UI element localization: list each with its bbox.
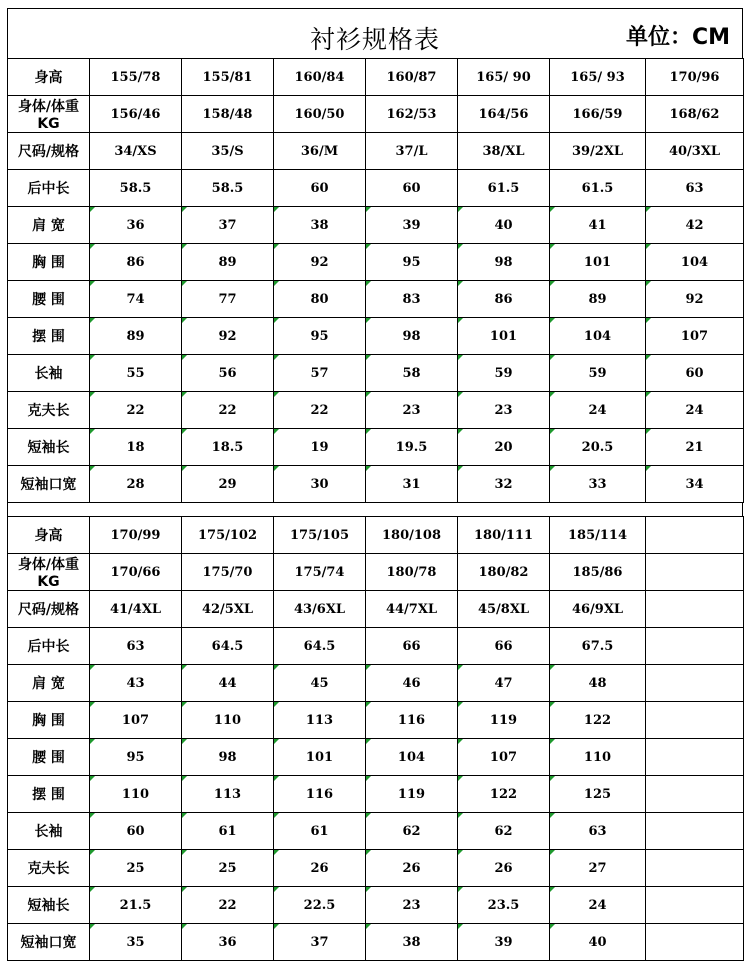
table-cell: 165/ 93 <box>550 59 646 96</box>
table-cell: 23.5 <box>458 887 550 924</box>
table-cell: 92 <box>182 318 274 355</box>
table-cell: 119 <box>366 776 458 813</box>
table-cell: 22 <box>182 392 274 429</box>
table-row <box>8 59 744 96</box>
row-label: 克夫长 <box>8 392 90 429</box>
table-cell: 58 <box>366 355 458 392</box>
table-cell: 122 <box>458 776 550 813</box>
table-cell: 160/84 <box>274 59 366 96</box>
table-cell: 26 <box>458 850 550 887</box>
row-label: 短袖长 <box>8 887 90 924</box>
table-cell: 98 <box>366 318 458 355</box>
table-cell: 170/96 <box>646 59 744 96</box>
table-cell: 38/XL <box>458 133 550 170</box>
table-row <box>8 739 744 776</box>
table-cell: 23 <box>366 887 458 924</box>
table-cell: 19.5 <box>366 429 458 466</box>
table-cell: 101 <box>458 318 550 355</box>
table-cell: 119 <box>458 702 550 739</box>
table-cell: 104 <box>366 739 458 776</box>
table-cell <box>646 776 744 813</box>
table-cell: 22 <box>90 392 182 429</box>
size-table-2 <box>7 516 744 961</box>
table-cell: 185/114 <box>550 517 646 554</box>
table-cell <box>646 554 744 591</box>
table-cell: 40 <box>550 924 646 961</box>
table-cell: 39/2XL <box>550 133 646 170</box>
table-cell: 28 <box>90 466 182 503</box>
table-cell: 25 <box>90 850 182 887</box>
table-cell <box>646 813 744 850</box>
table-cell: 23 <box>458 392 550 429</box>
table-cell: 22 <box>274 392 366 429</box>
table-cell: 20.5 <box>550 429 646 466</box>
row-label: 短袖长 <box>8 429 90 466</box>
table-cell: 175/105 <box>274 517 366 554</box>
row-label: 摆 围 <box>8 318 90 355</box>
table-cell: 30 <box>274 466 366 503</box>
table-cell: 38 <box>366 924 458 961</box>
table-cell: 104 <box>550 318 646 355</box>
table-cell: 61 <box>274 813 366 850</box>
table-cell: 20 <box>458 429 550 466</box>
row-label: 克夫长 <box>8 850 90 887</box>
table-cell: 185/86 <box>550 554 646 591</box>
table-cell: 62 <box>366 813 458 850</box>
table-cell: 44 <box>182 665 274 702</box>
table-cell: 166/59 <box>550 96 646 133</box>
table-cell: 45/8XL <box>458 591 550 628</box>
table-cell <box>646 591 744 628</box>
table-cell <box>646 628 744 665</box>
table-cell: 36 <box>90 207 182 244</box>
table-cell: 61 <box>182 813 274 850</box>
table-cell: 42/5XL <box>182 591 274 628</box>
table-cell: 32 <box>458 466 550 503</box>
table-cell: 39 <box>366 207 458 244</box>
row-label: 胸 围 <box>8 702 90 739</box>
table-cell: 95 <box>90 739 182 776</box>
table-cell: 175/74 <box>274 554 366 591</box>
table-cell: 37 <box>182 207 274 244</box>
row-label: 身高 <box>8 59 90 96</box>
table-cell: 64.5 <box>182 628 274 665</box>
table-cell: 21 <box>646 429 744 466</box>
table-cell: 60 <box>90 813 182 850</box>
table-cell: 113 <box>182 776 274 813</box>
row-label: 腰 围 <box>8 281 90 318</box>
table-cell: 37 <box>274 924 366 961</box>
table-cell: 180/78 <box>366 554 458 591</box>
table-cell: 74 <box>90 281 182 318</box>
table-cell: 44/7XL <box>366 591 458 628</box>
table-cell: 107 <box>646 318 744 355</box>
table-cell: 56 <box>182 355 274 392</box>
table-cell: 83 <box>366 281 458 318</box>
table-cell: 162/53 <box>366 96 458 133</box>
row-label: 短袖口宽 <box>8 466 90 503</box>
table-cell: 18 <box>90 429 182 466</box>
table-row <box>8 554 744 591</box>
table-cell: 175/102 <box>182 517 274 554</box>
table-cell: 24 <box>550 392 646 429</box>
row-label: 尺码/规格 <box>8 591 90 628</box>
row-label: 身高 <box>8 517 90 554</box>
table-row <box>8 850 744 887</box>
table-cell: 36 <box>182 924 274 961</box>
table-cell: 63 <box>550 813 646 850</box>
table-cell: 60 <box>646 355 744 392</box>
size-chart-sheet <box>7 8 743 961</box>
table-separator <box>7 503 743 516</box>
table-cell: 104 <box>646 244 744 281</box>
table-cell: 107 <box>458 739 550 776</box>
table-cell: 110 <box>550 739 646 776</box>
table-cell: 24 <box>646 392 744 429</box>
table-cell: 101 <box>550 244 646 281</box>
table-cell: 34/XS <box>90 133 182 170</box>
table-cell: 110 <box>90 776 182 813</box>
table-cell: 122 <box>550 702 646 739</box>
table-row <box>8 813 744 850</box>
table-cell: 23 <box>366 392 458 429</box>
table-cell: 155/78 <box>90 59 182 96</box>
table-cell: 158/48 <box>182 96 274 133</box>
row-label: 后中长 <box>8 170 90 207</box>
table-cell: 21.5 <box>90 887 182 924</box>
table-cell: 64.5 <box>274 628 366 665</box>
table-cell: 77 <box>182 281 274 318</box>
table-cell: 116 <box>366 702 458 739</box>
table-cell: 66 <box>458 628 550 665</box>
table-cell: 59 <box>550 355 646 392</box>
row-label: 身体/体重KG <box>8 96 90 133</box>
table-cell: 101 <box>274 739 366 776</box>
table-cell: 155/81 <box>182 59 274 96</box>
table-row <box>8 170 744 207</box>
table-cell: 180/111 <box>458 517 550 554</box>
table-cell: 86 <box>90 244 182 281</box>
table-row <box>8 517 744 554</box>
table-row <box>8 591 744 628</box>
row-label: 胸 围 <box>8 244 90 281</box>
table-cell: 63 <box>90 628 182 665</box>
table-row <box>8 281 744 318</box>
table-row <box>8 429 744 466</box>
table-cell <box>646 702 744 739</box>
table-cell: 42 <box>646 207 744 244</box>
row-label: 尺码/规格 <box>8 133 90 170</box>
table-cell: 107 <box>90 702 182 739</box>
table-cell: 125 <box>550 776 646 813</box>
table-cell: 98 <box>458 244 550 281</box>
table-cell: 180/108 <box>366 517 458 554</box>
table-cell: 57 <box>274 355 366 392</box>
table-cell: 45 <box>274 665 366 702</box>
table-row <box>8 392 744 429</box>
table-cell: 48 <box>550 665 646 702</box>
table-cell: 86 <box>458 281 550 318</box>
table-row <box>8 466 744 503</box>
table-row <box>8 924 744 961</box>
table-row <box>8 776 744 813</box>
table-cell: 24 <box>550 887 646 924</box>
table-cell: 46/9XL <box>550 591 646 628</box>
table-cell: 29 <box>182 466 274 503</box>
table-cell <box>646 924 744 961</box>
table-cell: 89 <box>182 244 274 281</box>
row-label: 身体/体重KG <box>8 554 90 591</box>
table-cell: 156/46 <box>90 96 182 133</box>
table-row <box>8 887 744 924</box>
table-cell: 33 <box>550 466 646 503</box>
table-row <box>8 665 744 702</box>
table-cell: 46 <box>366 665 458 702</box>
row-label: 摆 围 <box>8 776 90 813</box>
table-cell: 80 <box>274 281 366 318</box>
table-cell: 31 <box>366 466 458 503</box>
row-label: 腰 围 <box>8 739 90 776</box>
table-cell: 116 <box>274 776 366 813</box>
table-cell: 160/50 <box>274 96 366 133</box>
table-cell: 59 <box>458 355 550 392</box>
table-cell: 27 <box>550 850 646 887</box>
table-cell: 26 <box>366 850 458 887</box>
table-cell: 40/3XL <box>646 133 744 170</box>
table-cell: 60 <box>274 170 366 207</box>
table-cell: 35/S <box>182 133 274 170</box>
table-cell: 35 <box>90 924 182 961</box>
table-cell: 43/6XL <box>274 591 366 628</box>
table-cell: 38 <box>274 207 366 244</box>
table-cell <box>646 665 744 702</box>
table-cell: 180/82 <box>458 554 550 591</box>
table-cell: 89 <box>550 281 646 318</box>
table-cell: 164/56 <box>458 96 550 133</box>
table-cell: 39 <box>458 924 550 961</box>
table-cell: 41/4XL <box>90 591 182 628</box>
table-cell: 67.5 <box>550 628 646 665</box>
table-cell: 95 <box>274 318 366 355</box>
table-cell: 110 <box>182 702 274 739</box>
unit-label: 单位：CM <box>625 25 730 50</box>
table-cell: 89 <box>90 318 182 355</box>
row-label: 后中长 <box>8 628 90 665</box>
table-cell: 66 <box>366 628 458 665</box>
table-cell: 34 <box>646 466 744 503</box>
table-cell: 37/L <box>366 133 458 170</box>
size-table-1 <box>7 58 744 503</box>
table-cell: 165/ 90 <box>458 59 550 96</box>
table-cell: 95 <box>366 244 458 281</box>
row-label: 长袖 <box>8 813 90 850</box>
table-row <box>8 133 744 170</box>
table-cell: 25 <box>182 850 274 887</box>
table-cell: 160/87 <box>366 59 458 96</box>
table-cell: 175/70 <box>182 554 274 591</box>
table-cell: 60 <box>366 170 458 207</box>
table-cell: 47 <box>458 665 550 702</box>
table-cell <box>646 517 744 554</box>
table-cell: 43 <box>90 665 182 702</box>
table-cell: 92 <box>274 244 366 281</box>
title-row <box>7 8 743 58</box>
table-row <box>8 207 744 244</box>
table-cell: 19 <box>274 429 366 466</box>
chart-title: 衬衫规格表 <box>309 25 440 54</box>
row-label: 短袖口宽 <box>8 924 90 961</box>
table-cell: 61.5 <box>550 170 646 207</box>
table-cell: 41 <box>550 207 646 244</box>
table-cell: 55 <box>90 355 182 392</box>
table-cell: 22 <box>182 887 274 924</box>
table-row <box>8 318 744 355</box>
table-cell: 26 <box>274 850 366 887</box>
table-cell: 113 <box>274 702 366 739</box>
table-cell: 61.5 <box>458 170 550 207</box>
table-cell: 170/66 <box>90 554 182 591</box>
row-label: 肩 宽 <box>8 207 90 244</box>
table-row <box>8 96 744 133</box>
table-cell: 58.5 <box>182 170 274 207</box>
table-cell: 168/62 <box>646 96 744 133</box>
table-cell: 58.5 <box>90 170 182 207</box>
table-cell: 92 <box>646 281 744 318</box>
table-row <box>8 628 744 665</box>
table-row <box>8 702 744 739</box>
row-label: 肩 宽 <box>8 665 90 702</box>
table-cell: 22.5 <box>274 887 366 924</box>
table-cell: 170/99 <box>90 517 182 554</box>
table-cell: 98 <box>182 739 274 776</box>
table-cell <box>646 887 744 924</box>
table-cell: 63 <box>646 170 744 207</box>
table-cell <box>646 739 744 776</box>
table-cell: 62 <box>458 813 550 850</box>
table-cell: 40 <box>458 207 550 244</box>
table-cell: 18.5 <box>182 429 274 466</box>
table-row <box>8 244 744 281</box>
row-label: 长袖 <box>8 355 90 392</box>
table-cell: 36/M <box>274 133 366 170</box>
table-cell <box>646 850 744 887</box>
table-row <box>8 355 744 392</box>
